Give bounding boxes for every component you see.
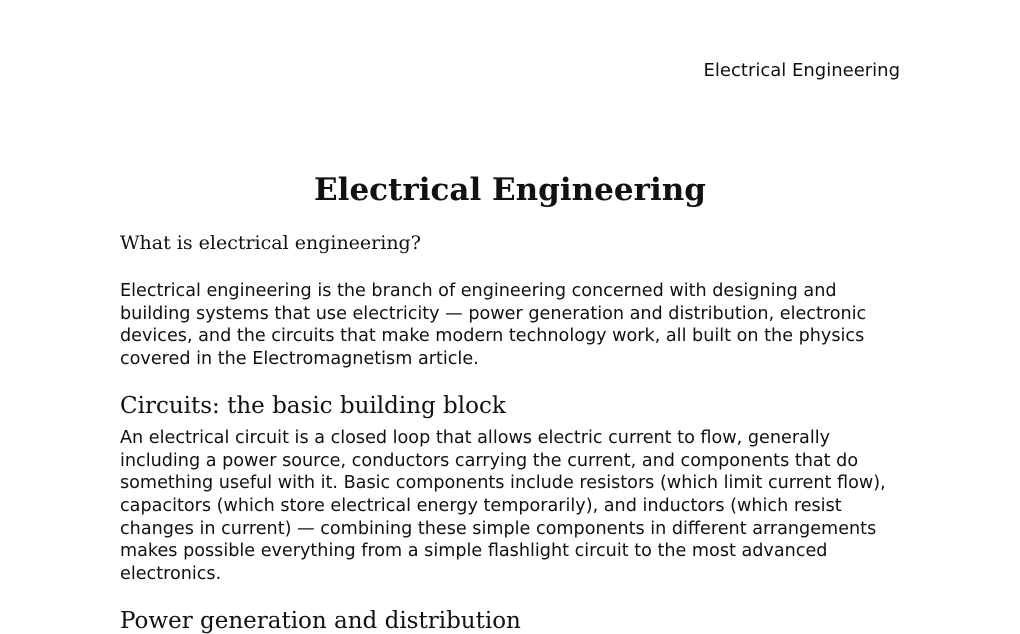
section-heading-power: Power generation and distribution bbox=[120, 607, 521, 634]
page-title: Electrical Engineering bbox=[314, 172, 706, 208]
section-body-circuits: An electrical circuit is a closed loop that allows electric current to flow, generally including a power source, conductors carrying the current, and components that do something useful with it. Basic components include resistors (which limit current flow), capacitors (which store electrical energy temporarily), and inductors (which resist changes in current) — combining these simple components in different arrangements makes possible everything from a simple flashlight circuit to the most advanced electronics. bbox=[120, 427, 886, 585]
section-heading-circuits: Circuits: the basic building block bbox=[120, 392, 506, 419]
running-header: Electrical Engineering bbox=[703, 60, 900, 81]
page-subtitle: What is electrical engineering? bbox=[120, 232, 421, 254]
intro-paragraph: Electrical engineering is the branch of engineering concerned with designing and building systems that use electricity — power generation and distribution, electronic devices, and the circuits that make modern technology work, all built on the physics covered in the Electromagnetism article. bbox=[120, 281, 867, 370]
document-body bbox=[120, 170, 900, 634]
